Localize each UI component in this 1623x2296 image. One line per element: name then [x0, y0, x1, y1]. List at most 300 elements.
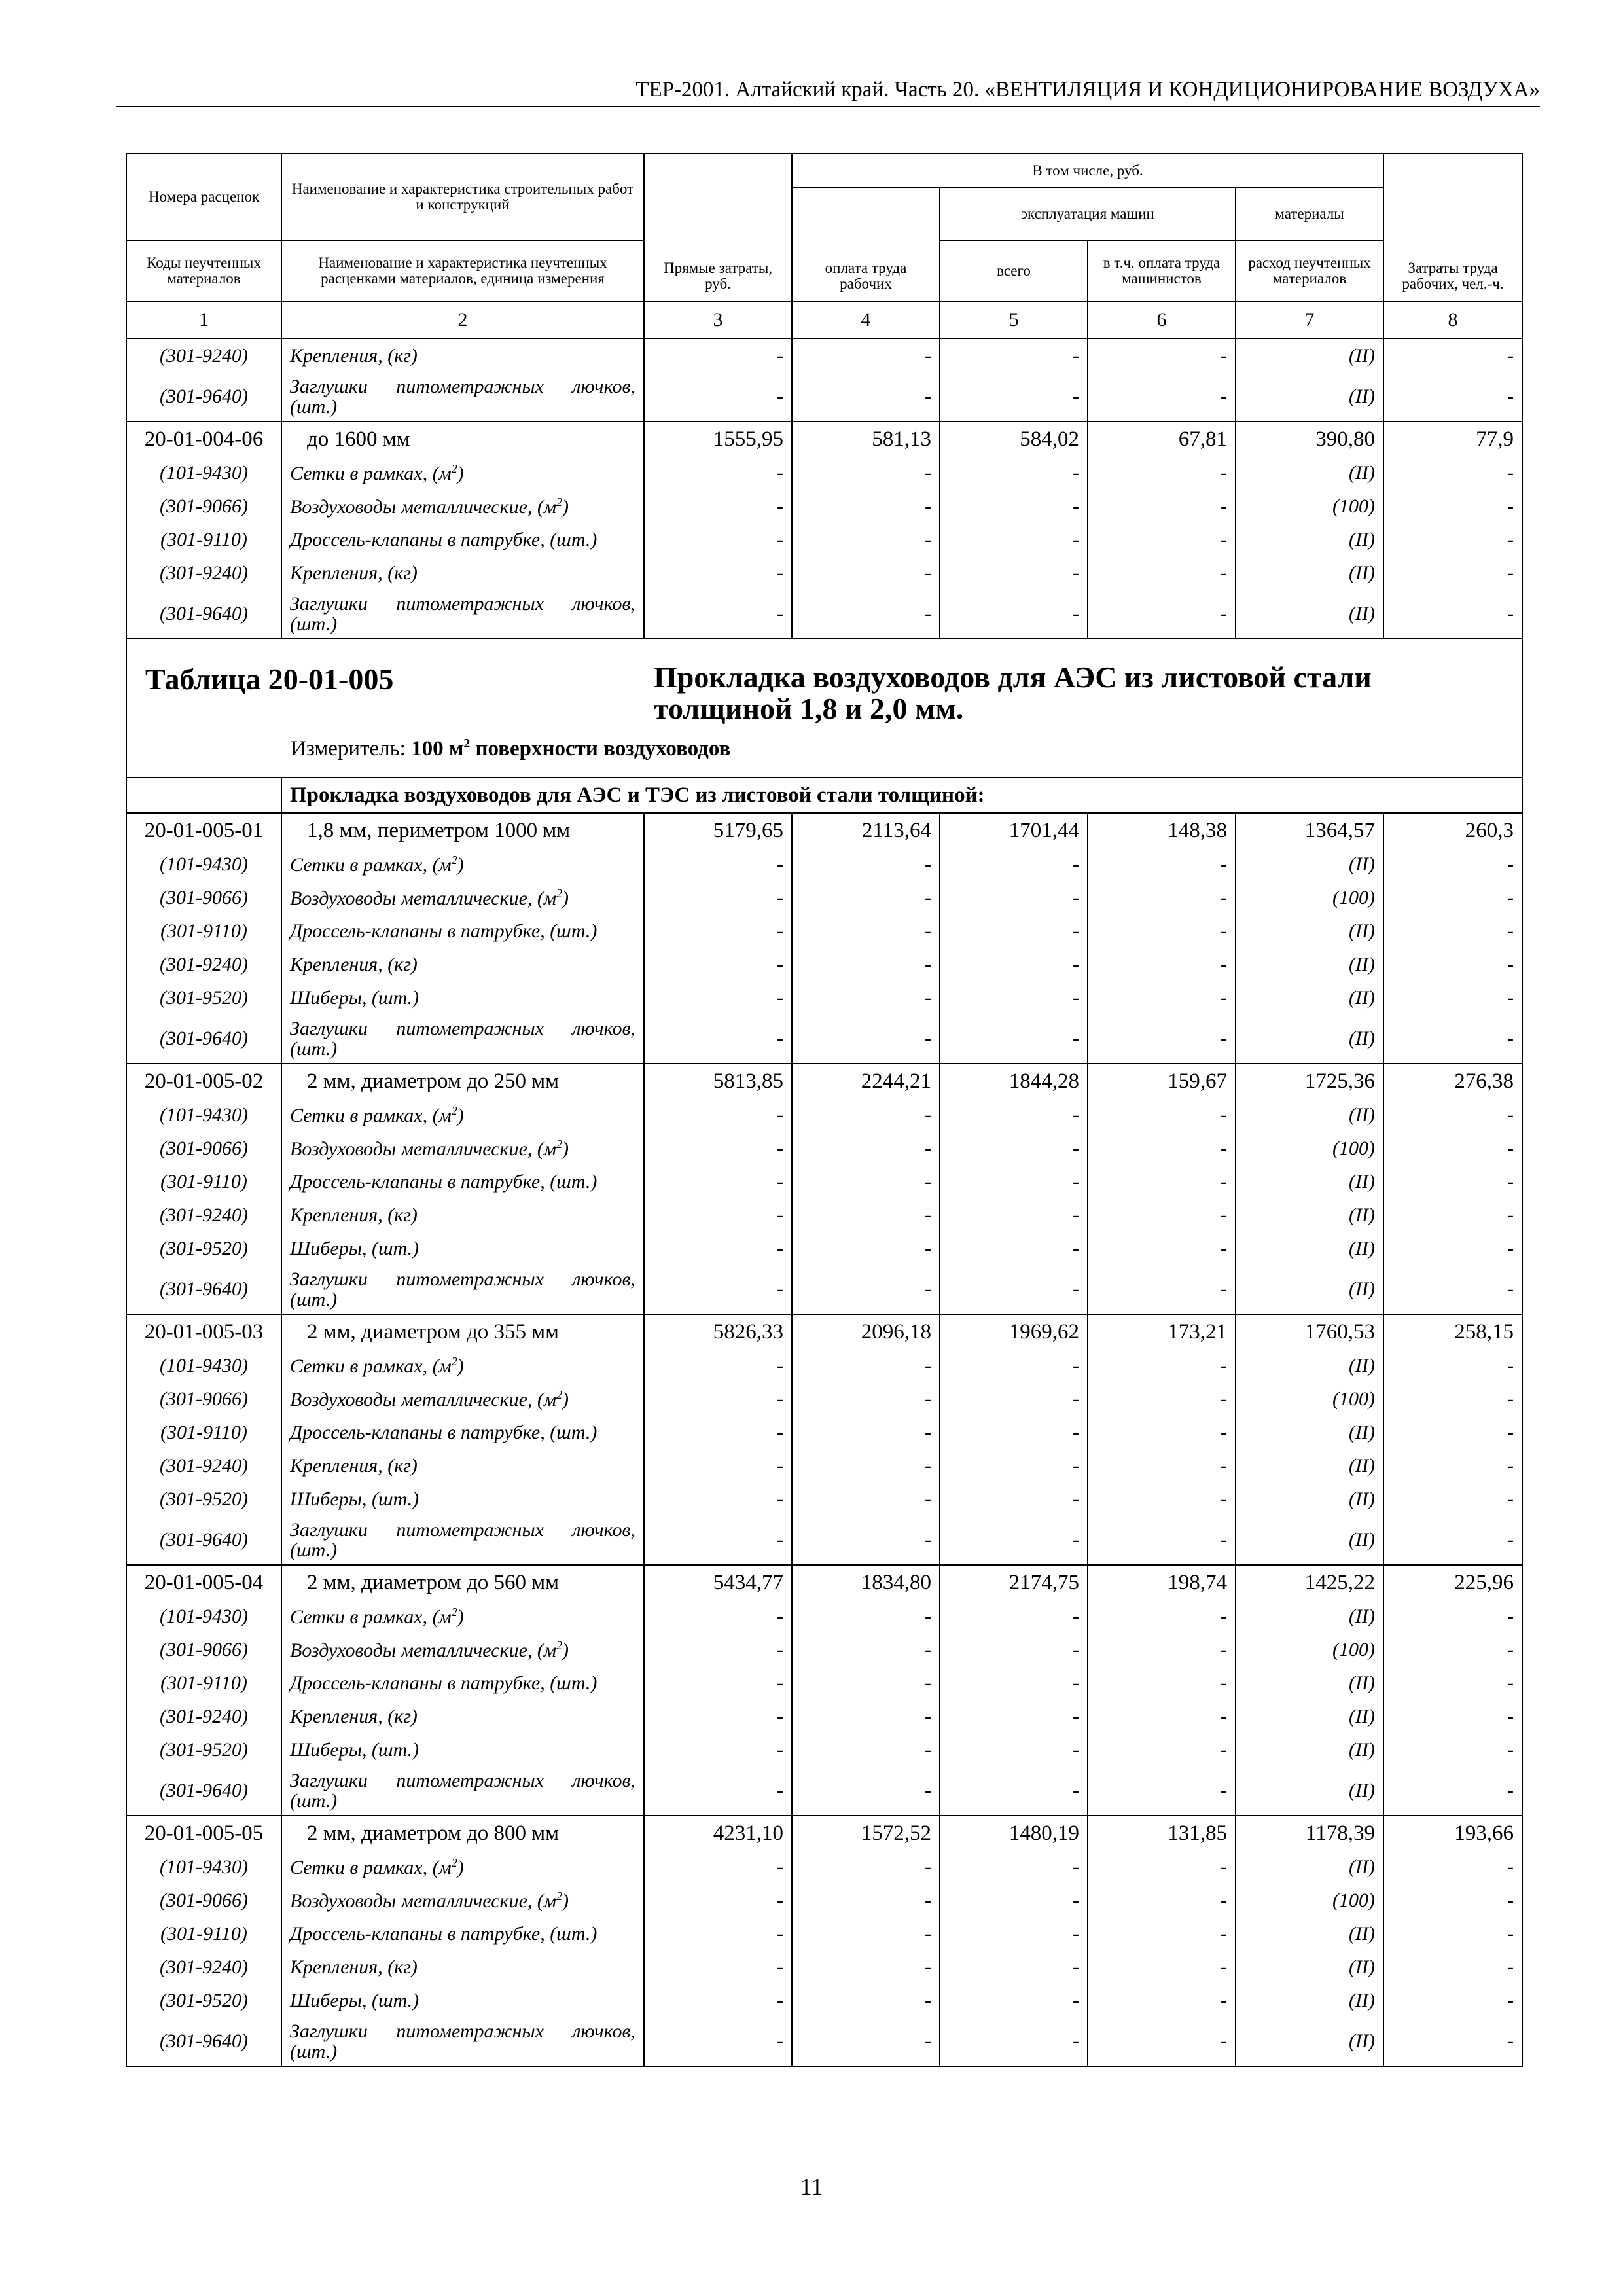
dash-cell: - [940, 456, 1088, 490]
dash-cell: - [1383, 1198, 1522, 1232]
dash-cell: - [644, 456, 792, 490]
material-row [126, 1198, 1522, 1232]
material-name-text: Дроссель-клапаны в патрубке, (шт.) [290, 1922, 597, 1945]
measure-rest: поверхности воздуховодов [470, 737, 731, 761]
material-name-text: Воздуховоды металлические, (м [290, 1138, 557, 1160]
dash-cell: - [1088, 1850, 1236, 1884]
material-row [126, 981, 1522, 1014]
unit-close: ) [562, 1639, 569, 1661]
unit-exponent: 2 [451, 461, 457, 475]
material-name [281, 848, 644, 881]
col-number: 6 [1088, 302, 1236, 338]
dash-cell: - [792, 523, 940, 556]
material-consumption: (II) [1236, 1265, 1383, 1314]
material-consumption: (100) [1236, 1132, 1383, 1165]
dash-cell: - [1383, 1014, 1522, 1064]
dash-cell: - [644, 1232, 792, 1265]
dash-cell: - [940, 1349, 1088, 1382]
dash-cell: - [644, 556, 792, 590]
dash-cell: - [644, 523, 792, 556]
material-consumption: (II) [1236, 590, 1383, 639]
col6-header: в т.ч. оплата труда машинистов [1088, 240, 1236, 302]
material-code: (301-9066) [126, 1633, 281, 1666]
dash-cell: - [792, 1265, 940, 1314]
material-name-text: Шиберы, (шт.) [290, 1488, 419, 1510]
material-row [126, 1600, 1522, 1633]
material-code: (301-9240) [126, 948, 281, 981]
dash-cell: - [940, 1733, 1088, 1767]
material-name-text: Заглушки питометражных лючков, (шт.) [290, 1518, 635, 1561]
material-code: (301-9640) [126, 2017, 281, 2066]
material-row [126, 914, 1522, 948]
material-name [281, 1265, 644, 1314]
dash-cell: - [940, 1984, 1088, 2017]
dash-cell: - [792, 338, 940, 372]
material-name-text: Заглушки питометражных лючков, (шт.) [290, 1017, 635, 1060]
dash-cell: - [940, 914, 1088, 948]
dash-cell: - [1088, 1950, 1236, 1984]
dash-cell: - [1088, 2017, 1236, 2066]
material-name [281, 1884, 644, 1917]
rate-name: 2 мм, диаметром до 355 мм [281, 1314, 644, 1349]
rate-value: 1701,44 [940, 813, 1088, 848]
material-name [281, 1700, 644, 1733]
dash-cell: - [940, 1767, 1088, 1816]
group-title: Прокладка воздуховодов для АЭС и ТЭС из листовой стали толщиной: [281, 778, 1522, 813]
machines-header: эксплуатация машин [940, 188, 1236, 240]
dash-cell: - [1383, 1265, 1522, 1314]
material-consumption: (II) [1236, 948, 1383, 981]
rate-value: 1364,57 [1236, 813, 1383, 848]
unit-close: ) [457, 1605, 464, 1628]
dash-cell: - [1088, 1917, 1236, 1950]
material-code: (301-9110) [126, 1666, 281, 1700]
material-code: (301-9520) [126, 981, 281, 1014]
dash-cell: - [792, 1165, 940, 1198]
dash-cell: - [792, 1098, 940, 1132]
unit-exponent: 2 [556, 1889, 563, 1903]
material-consumption: (II) [1236, 1767, 1383, 1816]
rate-value: 67,81 [1088, 422, 1236, 456]
material-name-text: Заглушки питометражных лючков, (шт.) [290, 2020, 635, 2062]
dash-cell: - [1088, 981, 1236, 1014]
rate-row [126, 1565, 1522, 1600]
rate-name: 1,8 мм, периметром 1000 мм [281, 813, 644, 848]
material-consumption: (II) [1236, 1416, 1383, 1449]
dash-cell: - [1088, 948, 1236, 981]
unit-exponent: 2 [451, 1354, 457, 1368]
material-name [281, 1098, 644, 1132]
material-code: (101-9430) [126, 456, 281, 490]
material-consumption: (II) [1236, 1950, 1383, 1984]
material-name-text: Крепления, (кг) [290, 562, 418, 584]
material-name [281, 590, 644, 639]
dash-cell: - [644, 1984, 792, 2017]
incl-header: В том числе, руб. [792, 154, 1383, 188]
dash-cell: - [940, 1884, 1088, 1917]
material-code: (301-9066) [126, 1884, 281, 1917]
dash-cell: - [792, 1014, 940, 1064]
material-consumption: (II) [1236, 1349, 1383, 1382]
material-row [126, 1666, 1522, 1700]
material-name [281, 914, 644, 948]
table-heading-cell [126, 639, 1522, 778]
rate-code: 20-01-005-02 [126, 1064, 281, 1098]
dash-cell: - [1383, 1767, 1522, 1816]
rate-name: 2 мм, диаметром до 560 мм [281, 1565, 644, 1600]
col-number: 7 [1236, 302, 1383, 338]
dash-cell: - [1088, 1265, 1236, 1314]
material-code: (101-9430) [126, 1349, 281, 1382]
material-row [126, 523, 1522, 556]
dash-cell: - [644, 1633, 792, 1666]
material-row [126, 848, 1522, 881]
dash-cell: - [644, 1098, 792, 1132]
material-name [281, 1349, 644, 1382]
dash-cell: - [940, 881, 1088, 914]
material-name [281, 1516, 644, 1565]
material-row [126, 1733, 1522, 1767]
col-number: 5 [940, 302, 1088, 338]
dash-cell: - [644, 1482, 792, 1516]
rate-value: 4231,10 [644, 1816, 792, 1850]
material-row [126, 1232, 1522, 1265]
rate-value: 225,96 [1383, 1565, 1522, 1600]
col3-header: Прямые затраты, руб. [644, 154, 792, 302]
material-code: (301-9240) [126, 1198, 281, 1232]
material-name [281, 1600, 644, 1633]
dash-cell: - [1383, 1700, 1522, 1733]
material-name-text: Сетки в рамках, (м [290, 1104, 452, 1126]
material-name-text: Сетки в рамках, (м [290, 853, 452, 876]
col-number: 2 [281, 302, 644, 338]
material-name-text: Дроссель-клапаны в патрубке, (шт.) [290, 920, 597, 942]
dash-cell: - [940, 1917, 1088, 1950]
material-row [126, 556, 1522, 590]
rate-value: 1844,28 [940, 1064, 1088, 1098]
rate-value: 1834,80 [792, 1565, 940, 1600]
material-name [281, 372, 644, 422]
col-number: 3 [644, 302, 792, 338]
dash-cell: - [940, 556, 1088, 590]
rate-row [126, 1816, 1522, 1850]
dash-cell: - [1088, 1165, 1236, 1198]
material-row [126, 372, 1522, 422]
material-consumption: (II) [1236, 1198, 1383, 1232]
material-row [126, 1482, 1522, 1516]
dash-cell: - [644, 881, 792, 914]
dash-cell: - [940, 1165, 1088, 1198]
dash-cell: - [1088, 1733, 1236, 1767]
dash-cell: - [644, 490, 792, 523]
material-name-text: Шиберы, (шт.) [290, 1237, 419, 1259]
material-row [126, 1132, 1522, 1165]
material-name-text: Сетки в рамках, (м [290, 1355, 452, 1377]
dash-cell: - [644, 1165, 792, 1198]
dash-cell: - [1088, 914, 1236, 948]
rate-value: 5826,33 [644, 1314, 792, 1349]
dash-cell: - [940, 1416, 1088, 1449]
dash-cell: - [1383, 1850, 1522, 1884]
material-name [281, 1449, 644, 1482]
dash-cell: - [1383, 1633, 1522, 1666]
material-name-text: Крепления, (кг) [290, 1705, 418, 1727]
dash-cell: - [1383, 338, 1522, 372]
rate-value: 2174,75 [940, 1565, 1088, 1600]
dash-cell: - [1383, 372, 1522, 422]
material-name [281, 523, 644, 556]
material-consumption: (II) [1236, 1700, 1383, 1733]
dash-cell: - [792, 1449, 940, 1482]
dash-cell: - [940, 1382, 1088, 1416]
rate-value: 390,80 [1236, 422, 1383, 456]
dash-cell: - [644, 1767, 792, 1816]
material-code: (301-9640) [126, 1265, 281, 1314]
material-consumption: (II) [1236, 1666, 1383, 1700]
material-row [126, 1984, 1522, 2017]
dash-cell: - [792, 1232, 940, 1265]
dash-cell: - [644, 1132, 792, 1165]
material-code: (301-9240) [126, 1449, 281, 1482]
rate-name: 2 мм, диаметром до 250 мм [281, 1064, 644, 1098]
material-name [281, 1767, 644, 1816]
dash-cell: - [644, 1416, 792, 1449]
material-row [126, 2017, 1522, 2066]
dash-cell: - [644, 1733, 792, 1767]
dash-cell: - [644, 590, 792, 639]
dash-cell: - [1383, 556, 1522, 590]
dash-cell: - [1383, 590, 1522, 639]
unit-exponent: 2 [556, 886, 563, 900]
dash-cell: - [940, 1950, 1088, 1984]
dash-cell: - [1383, 948, 1522, 981]
group-row [126, 778, 1522, 813]
material-consumption: (II) [1236, 556, 1383, 590]
material-name [281, 1917, 644, 1950]
dash-cell: - [1383, 1098, 1522, 1132]
rate-value: 5813,85 [644, 1064, 792, 1098]
col-number: 1 [126, 302, 281, 338]
material-consumption: (100) [1236, 1382, 1383, 1416]
dash-cell: - [792, 490, 940, 523]
dash-cell: - [792, 1884, 940, 1917]
dash-cell: - [1383, 1984, 1522, 2017]
dash-cell: - [1383, 981, 1522, 1014]
material-row [126, 1449, 1522, 1482]
dash-cell: - [644, 1950, 792, 1984]
material-code: (101-9430) [126, 1850, 281, 1884]
dash-cell: - [940, 1666, 1088, 1700]
rate-code: 20-01-005-04 [126, 1565, 281, 1600]
dash-cell: - [644, 848, 792, 881]
material-name-text: Воздуховоды металлические, (м [290, 887, 557, 909]
measure-exponent: 2 [463, 736, 471, 751]
rate-value: 581,13 [792, 422, 940, 456]
rate-value: 1555,95 [644, 422, 792, 456]
material-consumption: (II) [1236, 1482, 1383, 1516]
dash-cell: - [1088, 1132, 1236, 1165]
col-number: 8 [1383, 302, 1522, 338]
dash-cell: - [1383, 1482, 1522, 1516]
dash-cell: - [1383, 1666, 1522, 1700]
dash-cell: - [792, 1633, 940, 1666]
rate-value: 198,74 [1088, 1565, 1236, 1600]
dash-cell: - [792, 1767, 940, 1816]
material-name-text: Воздуховоды металлические, (м [290, 1388, 557, 1410]
dash-cell: - [1088, 1482, 1236, 1516]
material-name [281, 490, 644, 523]
dash-cell: - [1383, 523, 1522, 556]
dash-cell: - [940, 1633, 1088, 1666]
dash-cell: - [792, 1198, 940, 1232]
material-code: (301-9240) [126, 1700, 281, 1733]
rate-value: 1425,22 [1236, 1565, 1383, 1600]
rate-code: 20-01-005-05 [126, 1816, 281, 1850]
rate-value: 260,3 [1383, 813, 1522, 848]
dash-cell: - [644, 914, 792, 948]
dash-cell: - [940, 948, 1088, 981]
dash-cell: - [1088, 881, 1236, 914]
material-code: (301-9066) [126, 1382, 281, 1416]
material-name-text: Шиберы, (шт.) [290, 1738, 419, 1761]
dash-cell: - [940, 1600, 1088, 1633]
dash-cell: - [1088, 1516, 1236, 1565]
dash-cell: - [1383, 490, 1522, 523]
dash-cell: - [1088, 1666, 1236, 1700]
measure-value-text: 100 м [411, 737, 464, 761]
material-name [281, 1850, 644, 1884]
dash-cell: - [644, 948, 792, 981]
rate-value: 584,02 [940, 422, 1088, 456]
measure-label: Измеритель: [291, 737, 412, 761]
material-name [281, 1733, 644, 1767]
rate-value: 131,85 [1088, 1816, 1236, 1850]
material-name [281, 1482, 644, 1516]
dash-cell: - [1088, 1098, 1236, 1132]
dash-cell: - [1383, 2017, 1522, 2066]
material-name-text: Крепления, (кг) [290, 1454, 418, 1477]
dash-cell: - [644, 1014, 792, 1064]
material-code: (101-9430) [126, 848, 281, 881]
material-code: (301-9640) [126, 372, 281, 422]
material-consumption: (100) [1236, 881, 1383, 914]
material-name [281, 338, 644, 372]
material-code: (301-9066) [126, 1132, 281, 1165]
material-consumption: (II) [1236, 914, 1383, 948]
material-row [126, 1382, 1522, 1416]
dash-cell: - [1088, 1416, 1236, 1449]
dash-cell: - [644, 981, 792, 1014]
material-name-text: Крепления, (кг) [290, 953, 418, 975]
material-consumption: (100) [1236, 490, 1383, 523]
dash-cell: - [1088, 1449, 1236, 1482]
rate-value: 1969,62 [940, 1314, 1088, 1349]
dash-cell: - [1383, 1884, 1522, 1917]
material-row [126, 1416, 1522, 1449]
material-row [126, 456, 1522, 490]
col1-top-header: Номера расценок [126, 154, 281, 240]
dash-cell: - [1088, 556, 1236, 590]
dash-cell: - [792, 981, 940, 1014]
dash-cell: - [940, 1700, 1088, 1733]
dash-cell: - [940, 1516, 1088, 1565]
dash-cell: - [940, 981, 1088, 1014]
table-measure [291, 736, 730, 761]
dash-cell: - [940, 338, 1088, 372]
table-caption: Прокладка воздуховодов для АЭС из листовой стали толщиной 1,8 и 2,0 мм. [654, 660, 1372, 726]
material-name [281, 1165, 644, 1198]
material-code: (301-9520) [126, 1232, 281, 1265]
unit-close: ) [457, 462, 464, 484]
dash-cell: - [1383, 1416, 1522, 1449]
dash-cell: - [792, 1482, 940, 1516]
col8-header: Затраты труда рабочих, чел.-ч. [1383, 154, 1522, 302]
dash-cell: - [940, 1098, 1088, 1132]
rate-value: 148,38 [1088, 813, 1236, 848]
rate-value: 2096,18 [792, 1314, 940, 1349]
material-name [281, 1014, 644, 1064]
unit-close: ) [457, 853, 464, 876]
material-name-text: Крепления, (кг) [290, 1204, 418, 1226]
table-title: Таблица 20-01-005 [145, 662, 394, 696]
col5-header: всего [940, 240, 1088, 302]
table-heading [127, 639, 1522, 777]
dash-cell: - [1383, 1382, 1522, 1416]
material-code: (301-9110) [126, 523, 281, 556]
dash-cell: - [1088, 1884, 1236, 1917]
dash-cell: - [1088, 1767, 1236, 1816]
material-name [281, 948, 644, 981]
material-name-text: Заглушки питометражных лючков, (шт.) [290, 1268, 635, 1310]
material-row [126, 1917, 1522, 1950]
rate-value: 276,38 [1383, 1064, 1522, 1098]
material-code: (101-9430) [126, 1600, 281, 1633]
dash-cell: - [1088, 1984, 1236, 2017]
dash-cell: - [1088, 1014, 1236, 1064]
dash-cell: - [1088, 490, 1236, 523]
rate-code: 20-01-004-06 [126, 422, 281, 456]
table-heading-row [126, 639, 1522, 778]
rate-value: 159,67 [1088, 1064, 1236, 1098]
dash-cell: - [940, 1449, 1088, 1482]
dash-cell: - [940, 1482, 1088, 1516]
dash-cell: - [940, 523, 1088, 556]
measure-value [411, 737, 730, 761]
dash-cell: - [792, 848, 940, 881]
rate-value: 193,66 [1383, 1816, 1522, 1850]
col7-header: расход неучтенных материалов [1236, 240, 1383, 302]
dash-cell: - [1088, 1600, 1236, 1633]
material-row [126, 1884, 1522, 1917]
material-code: (301-9640) [126, 1767, 281, 1816]
material-consumption: (II) [1236, 1165, 1383, 1198]
dash-cell: - [1383, 1516, 1522, 1565]
dash-cell: - [1088, 848, 1236, 881]
dash-cell: - [1383, 1349, 1522, 1382]
material-row [126, 1265, 1522, 1314]
material-consumption: (II) [1236, 848, 1383, 881]
dash-cell: - [792, 1700, 940, 1733]
unit-exponent: 2 [556, 1638, 563, 1652]
dash-cell: - [644, 1349, 792, 1382]
material-name [281, 1416, 644, 1449]
material-name-text: Воздуховоды металлические, (м [290, 1639, 557, 1661]
material-code: (301-9066) [126, 881, 281, 914]
material-row [126, 1349, 1522, 1382]
dash-cell: - [940, 1132, 1088, 1165]
dash-cell: - [792, 456, 940, 490]
material-row [126, 1950, 1522, 1984]
